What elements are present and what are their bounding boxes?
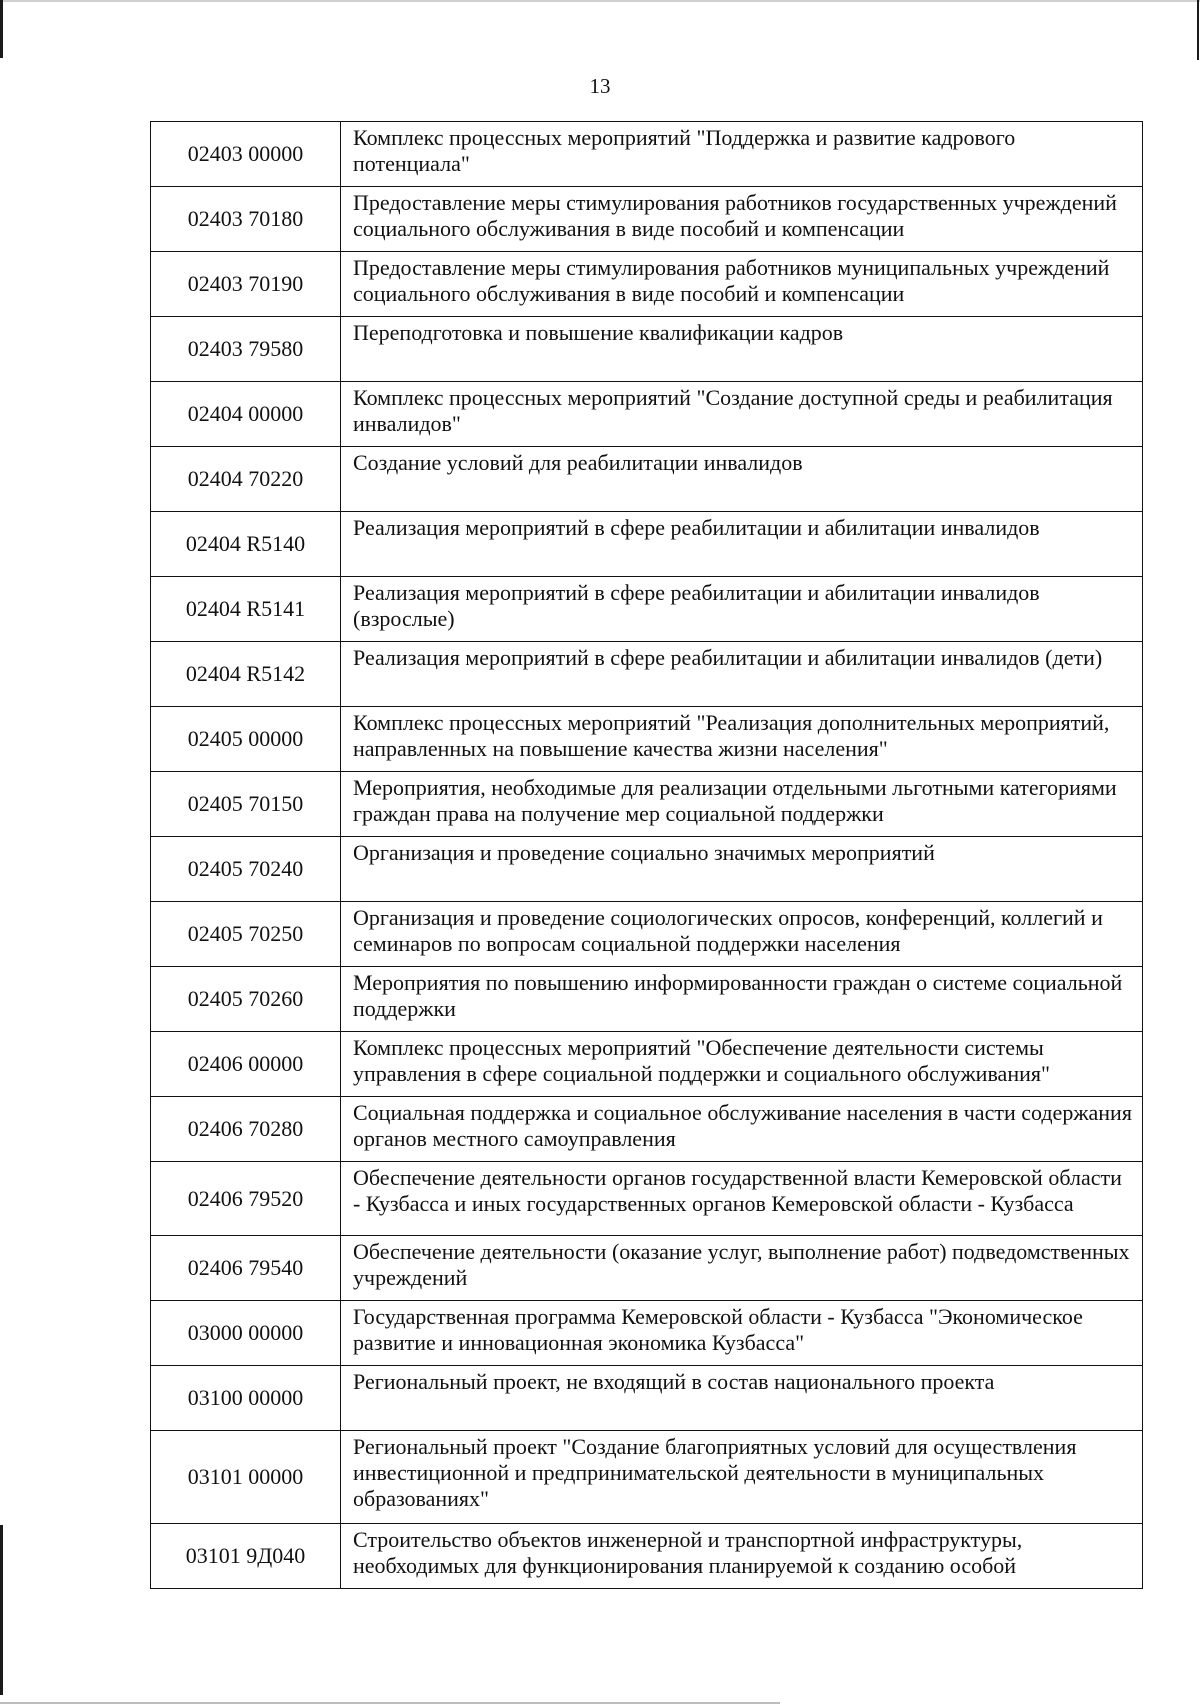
table-row — [151, 837, 1143, 902]
row-code: 02406 70280 — [151, 1097, 341, 1162]
table-body — [151, 122, 1143, 1589]
row-code: 02405 70250 — [151, 902, 341, 967]
table-row — [151, 512, 1143, 577]
row-code: 03101 00000 — [151, 1431, 341, 1524]
scan-border-left-bottom — [0, 1525, 3, 1695]
row-description: Обеспечение деятельности (оказание услуг, выполнение работ) подведомственных учреждений — [341, 1236, 1143, 1301]
row-code: 02406 79540 — [151, 1236, 341, 1301]
row-description: Комплекс процессных мероприятий "Поддержка и развитие кадрового потенциала" — [341, 122, 1143, 187]
table-row — [151, 317, 1143, 382]
row-description: Комплекс процессных мероприятий "Создание доступной среды и реабилитация инвалидов" — [341, 382, 1143, 447]
budget-classification-table — [150, 121, 1143, 1589]
table-row — [151, 1032, 1143, 1097]
row-description: Переподготовка и повышение квалификации кадров — [341, 317, 1143, 382]
table-row — [151, 642, 1143, 707]
scan-border-top — [0, 0, 1200, 2]
row-description: Комплекс процессных мероприятий "Обеспечение деятельности системы управления в сфере социальной поддержки и социального обслуживания" — [341, 1032, 1143, 1097]
row-description: Социальная поддержка и социальное обслуживание населения в части содержания органов местного самоуправления — [341, 1097, 1143, 1162]
table-row — [151, 187, 1143, 252]
row-description: Предоставление меры стимулирования работников муниципальных учреждений социального обслуживания в виде пособий и компенсации — [341, 252, 1143, 317]
page-number: 13 — [589, 74, 611, 98]
row-description: Реализация мероприятий в сфере реабилитации и абилитации инвалидов — [341, 512, 1143, 577]
row-code: 02403 70190 — [151, 252, 341, 317]
row-code: 02405 70150 — [151, 772, 341, 837]
row-description: Создание условий для реабилитации инвалидов — [341, 447, 1143, 512]
row-description: Предоставление меры стимулирования работников государственных учреждений социального обслуживания в виде пособий и компенсации — [341, 187, 1143, 252]
scan-border-left-top — [0, 0, 3, 58]
table-row — [151, 252, 1143, 317]
table-row — [151, 1431, 1143, 1524]
row-code: 02404 R5140 — [151, 512, 341, 577]
row-description: Реализация мероприятий в сфере реабилитации и абилитации инвалидов (дети) — [341, 642, 1143, 707]
table-row — [151, 122, 1143, 187]
table-row — [151, 902, 1143, 967]
row-code: 03100 00000 — [151, 1366, 341, 1431]
table-row — [151, 772, 1143, 837]
scan-border-right — [1197, 0, 1199, 60]
row-code: 02404 70220 — [151, 447, 341, 512]
table-row — [151, 577, 1143, 642]
table-row — [151, 382, 1143, 447]
row-description: Организация и проведение социологических опросов, конференций, коллегий и семинаров по вопросам социальной поддержки населения — [341, 902, 1143, 967]
row-description: Региональный проект, не входящий в состав национального проекта — [341, 1366, 1143, 1431]
row-code: 02403 00000 — [151, 122, 341, 187]
table-row — [151, 1236, 1143, 1301]
table-row — [151, 967, 1143, 1032]
row-code: 02404 R5142 — [151, 642, 341, 707]
table-row — [151, 707, 1143, 772]
table-row — [151, 1162, 1143, 1236]
row-description: Комплекс процессных мероприятий "Реализация дополнительных мероприятий, направленных на повышение качества жизни населения" — [341, 707, 1143, 772]
row-description: Организация и проведение социально значимых мероприятий — [341, 837, 1143, 902]
row-code: 02405 70260 — [151, 967, 341, 1032]
row-code: 02403 79580 — [151, 317, 341, 382]
table-row — [151, 1097, 1143, 1162]
table-row — [151, 1524, 1143, 1589]
row-code: 02404 R5141 — [151, 577, 341, 642]
scan-border-bottom — [0, 1702, 780, 1704]
table-row — [151, 447, 1143, 512]
row-code: 03000 00000 — [151, 1301, 341, 1366]
table-row — [151, 1301, 1143, 1366]
row-code: 02406 79520 — [151, 1162, 341, 1236]
row-description: Реализация мероприятий в сфере реабилитации и абилитации инвалидов (взрослые) — [341, 577, 1143, 642]
row-description: Региональный проект "Создание благоприятных условий для осуществления инвестиционной и предпринимательской деятельности в муниципальных образованиях" — [341, 1431, 1143, 1524]
row-description: Обеспечение деятельности органов государственной власти Кемеровской области - Кузбасса и иных государственных органов Кемеровской области - Кузбасса — [341, 1162, 1143, 1236]
row-description: Мероприятия по повышению информированности граждан о системе социальной поддержки — [341, 967, 1143, 1032]
row-description: Государственная программа Кемеровской области - Кузбасса "Экономическое развитие и инновационная экономика Кузбасса" — [341, 1301, 1143, 1366]
row-description: Мероприятия, необходимые для реализации отдельными льготными категориями граждан права на получение мер социальной поддержки — [341, 772, 1143, 837]
row-code: 02403 70180 — [151, 187, 341, 252]
row-code: 02404 00000 — [151, 382, 341, 447]
row-code: 02405 00000 — [151, 707, 341, 772]
row-code: 02405 70240 — [151, 837, 341, 902]
row-code: 03101 9Д040 — [151, 1524, 341, 1589]
table-row — [151, 1366, 1143, 1431]
row-code: 02406 00000 — [151, 1032, 341, 1097]
row-description: Строительство объектов инженерной и транспортной инфраструктуры, необходимых для функционирования планируемой к созданию особой — [341, 1524, 1143, 1589]
